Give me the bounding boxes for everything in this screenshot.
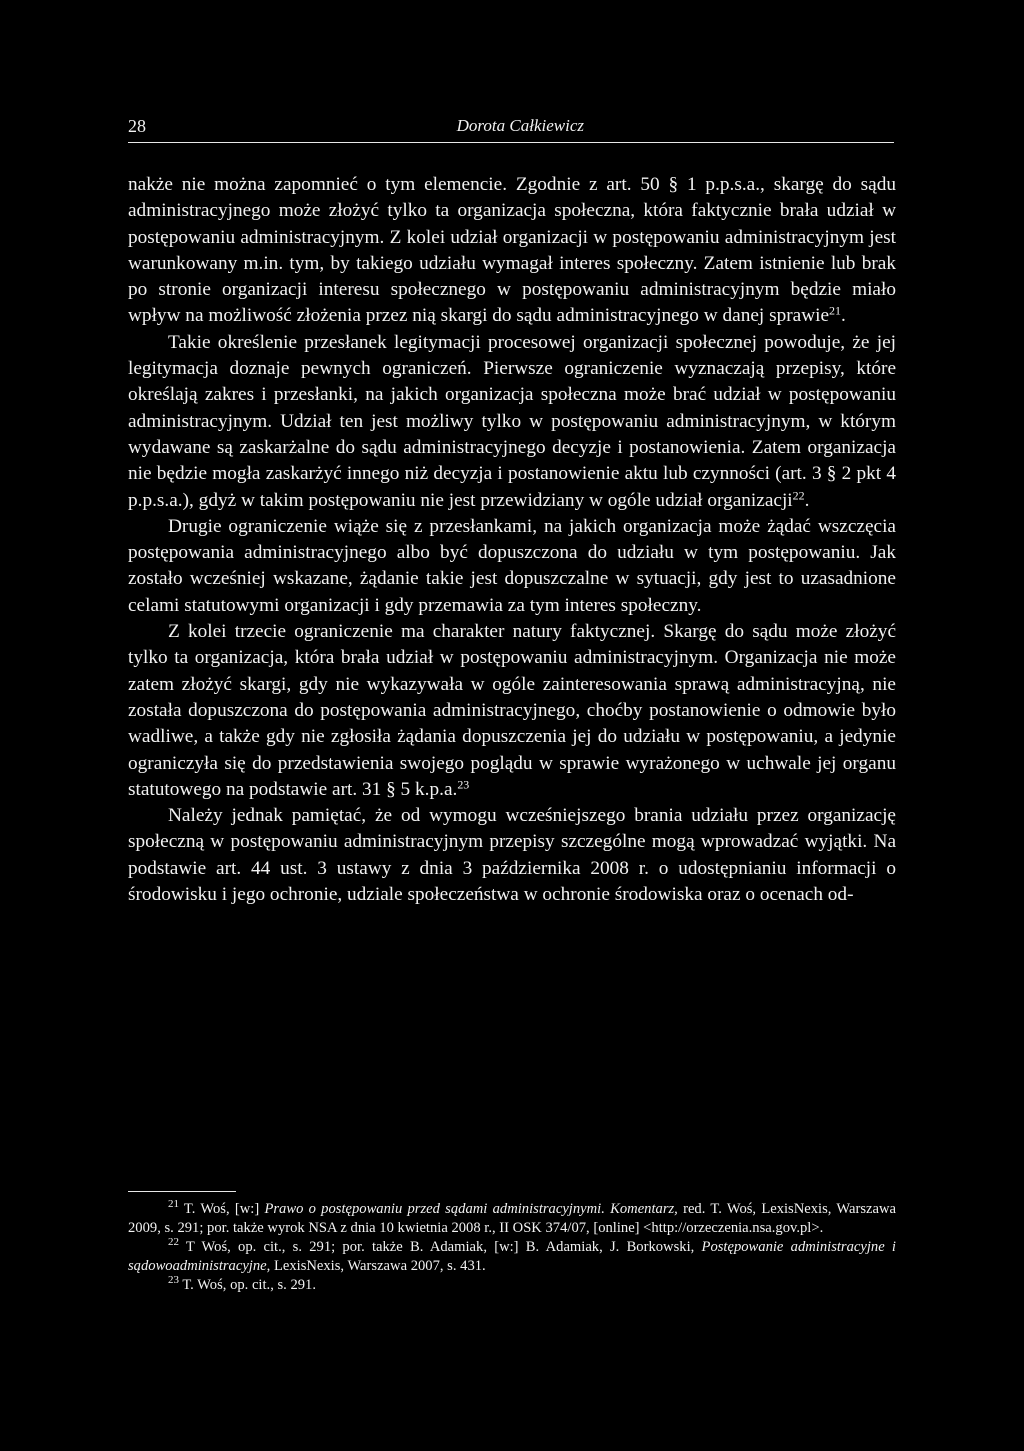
paragraph-text: . <box>841 305 846 327</box>
paragraph <box>128 514 896 619</box>
footnote-text: red. T. Woś, LexisNexis, Warszawa 2009, s. 291; por. także wyrok NSA z dnia 10 kwietnia 2008 r., II OSK 374/07, [online] <http://orzeczenia.nsa.gov.pl>. <box>128 1201 897 1236</box>
paragraph <box>128 803 896 908</box>
footnote <box>128 1235 896 1276</box>
footnote-title: Prawo o postępowaniu przed sądami administracyjnymi. Komentarz, <box>264 1201 678 1217</box>
body-text <box>128 172 896 908</box>
footnote-ref[interactable]: 22 <box>792 487 805 502</box>
footnote-text: T Woś, op. cit., s. 291; por. także B. Adamiak, [w:] B. Adamiak, J. Borkowski, <box>178 1239 702 1255</box>
footnote-ref[interactable]: 23 <box>457 777 470 792</box>
running-header <box>128 110 894 143</box>
paragraph-text: Należy jednak pamiętać, że od wymogu wcześniejszego brania udziału przez organizację społeczną w postępowaniu administracyjnym przepisy szczególne mogą wprowadzać wyjątki. Na podstawie art. 44 ust. 3 ustawy z dnia 3 października 2008 r. o udostępnianiu informacji o środowisku i jego ochronie, udziale społeczeństwa w ochronie środowiska oraz o ocenach od- <box>128 805 896 906</box>
footnote-text: LexisNexis, Warszawa 2007, s. 431. <box>270 1258 486 1274</box>
paragraph-text: . <box>804 489 810 511</box>
footnote <box>128 1273 896 1295</box>
footnote-number: 22 <box>168 1235 179 1248</box>
paragraph-text: Drugie ograniczenie wiąże się z przesłankami, na jakich organizacja może żądać wszczęcia postępowania administracyjnego albo być dopuszczona do udziału w tym postępowaniu. Jak zostało wcześniej wskazane, żądanie takie jest dopuszczalne w sytuacji, gdy jest to uzasadnione celami statutowymi organizacji i gdy przemawia za tym interes społeczny. <box>128 515 896 616</box>
footnote-separator <box>128 1191 236 1192</box>
footnote <box>128 1197 897 1238</box>
footnote-number: 21 <box>168 1197 179 1210</box>
paragraph-text: Takie określenie przesłanek legitymacji procesowej organizacji społecznej powoduje, że jej legitymacja doznaje pewnych ograniczeń. Pierwsze ograniczenie wyznaczają przepisy, które określają zakres i przesłanki, na jakich organizacja społeczna może brać udział w postępowaniu administracyjnym. Udział ten jest możliwy tylko w postępowaniu administracyjnym, w którym wydawane są zaskarżalne do sądu administracyjnego decyzje i postanowienia. Zatem organizacja nie będzie mogła zaskarżyć innego niż decyzja i postanowienie aktu lub czynności (art. 3 § 2 pkt 4 p.p.s.a.), gdyż w takim postępowaniu nie jest przewidziany w ogóle udział organizacji <box>128 331 896 511</box>
footnote-number: 23 <box>168 1273 179 1286</box>
paragraph-text: nakże nie można zapomnieć o tym elemencie. Zgodnie z art. 50 § 1 p.p.s.a., skargę do sądu administracyjnego może złożyć tylko ta organizacja społeczna, która faktycznie brała udział w postępowaniu administracyjnym. Z kolei udział organizacji w postępowaniu administracyjnym jest warunkowany m.in. tym, by takiego udziału wymagał interes społeczny. Zatem istnienie lub brak po stronie organizacji interesu społecznego w postępowaniu administracyjnym będzie miało wpływ na możliwość złożenia przez nią skargi do sądu administracyjnego w danej sprawie <box>128 174 896 327</box>
running-header-author: Dorota Całkiewicz <box>456 116 584 135</box>
footnotes <box>128 1197 897 1295</box>
paragraph-text: Z kolei trzecie ograniczenie ma charakter natury faktycznej. Skargę do sądu może złożyć tylko ta organizacja, która brała udział w postępowaniu administracyjnym. Organizacja nie może zatem złożyć skargi, gdy nie wykazywała w ogóle zainteresowania sprawą administracyjną, nie została dopuszczona do postępowania administracyjnego, choćby postanowienie o odmowie było wadliwe, a także gdy nie zgłosiła żądania dopuszczenia jej do udziału w postępowaniu, a jedynie ograniczyła się do przedstawienia swojego poglądu w sprawie wyrażonego w uchwale jej organu statutowego na podstawie art. 31 § 5 k.p.a. <box>128 621 896 800</box>
paragraph <box>128 619 896 803</box>
footnote-text: T. Woś, op. cit., s. 291. <box>178 1277 317 1293</box>
page-number: 28 <box>128 116 146 136</box>
footnote-title: Postępowanie administracyjne i sądowoadministracyjne, <box>128 1239 896 1274</box>
paragraph <box>128 330 896 514</box>
paragraph <box>128 172 896 330</box>
footnote-text: T. Woś, [w:] <box>178 1201 265 1217</box>
footnote-ref[interactable]: 21 <box>829 303 841 318</box>
